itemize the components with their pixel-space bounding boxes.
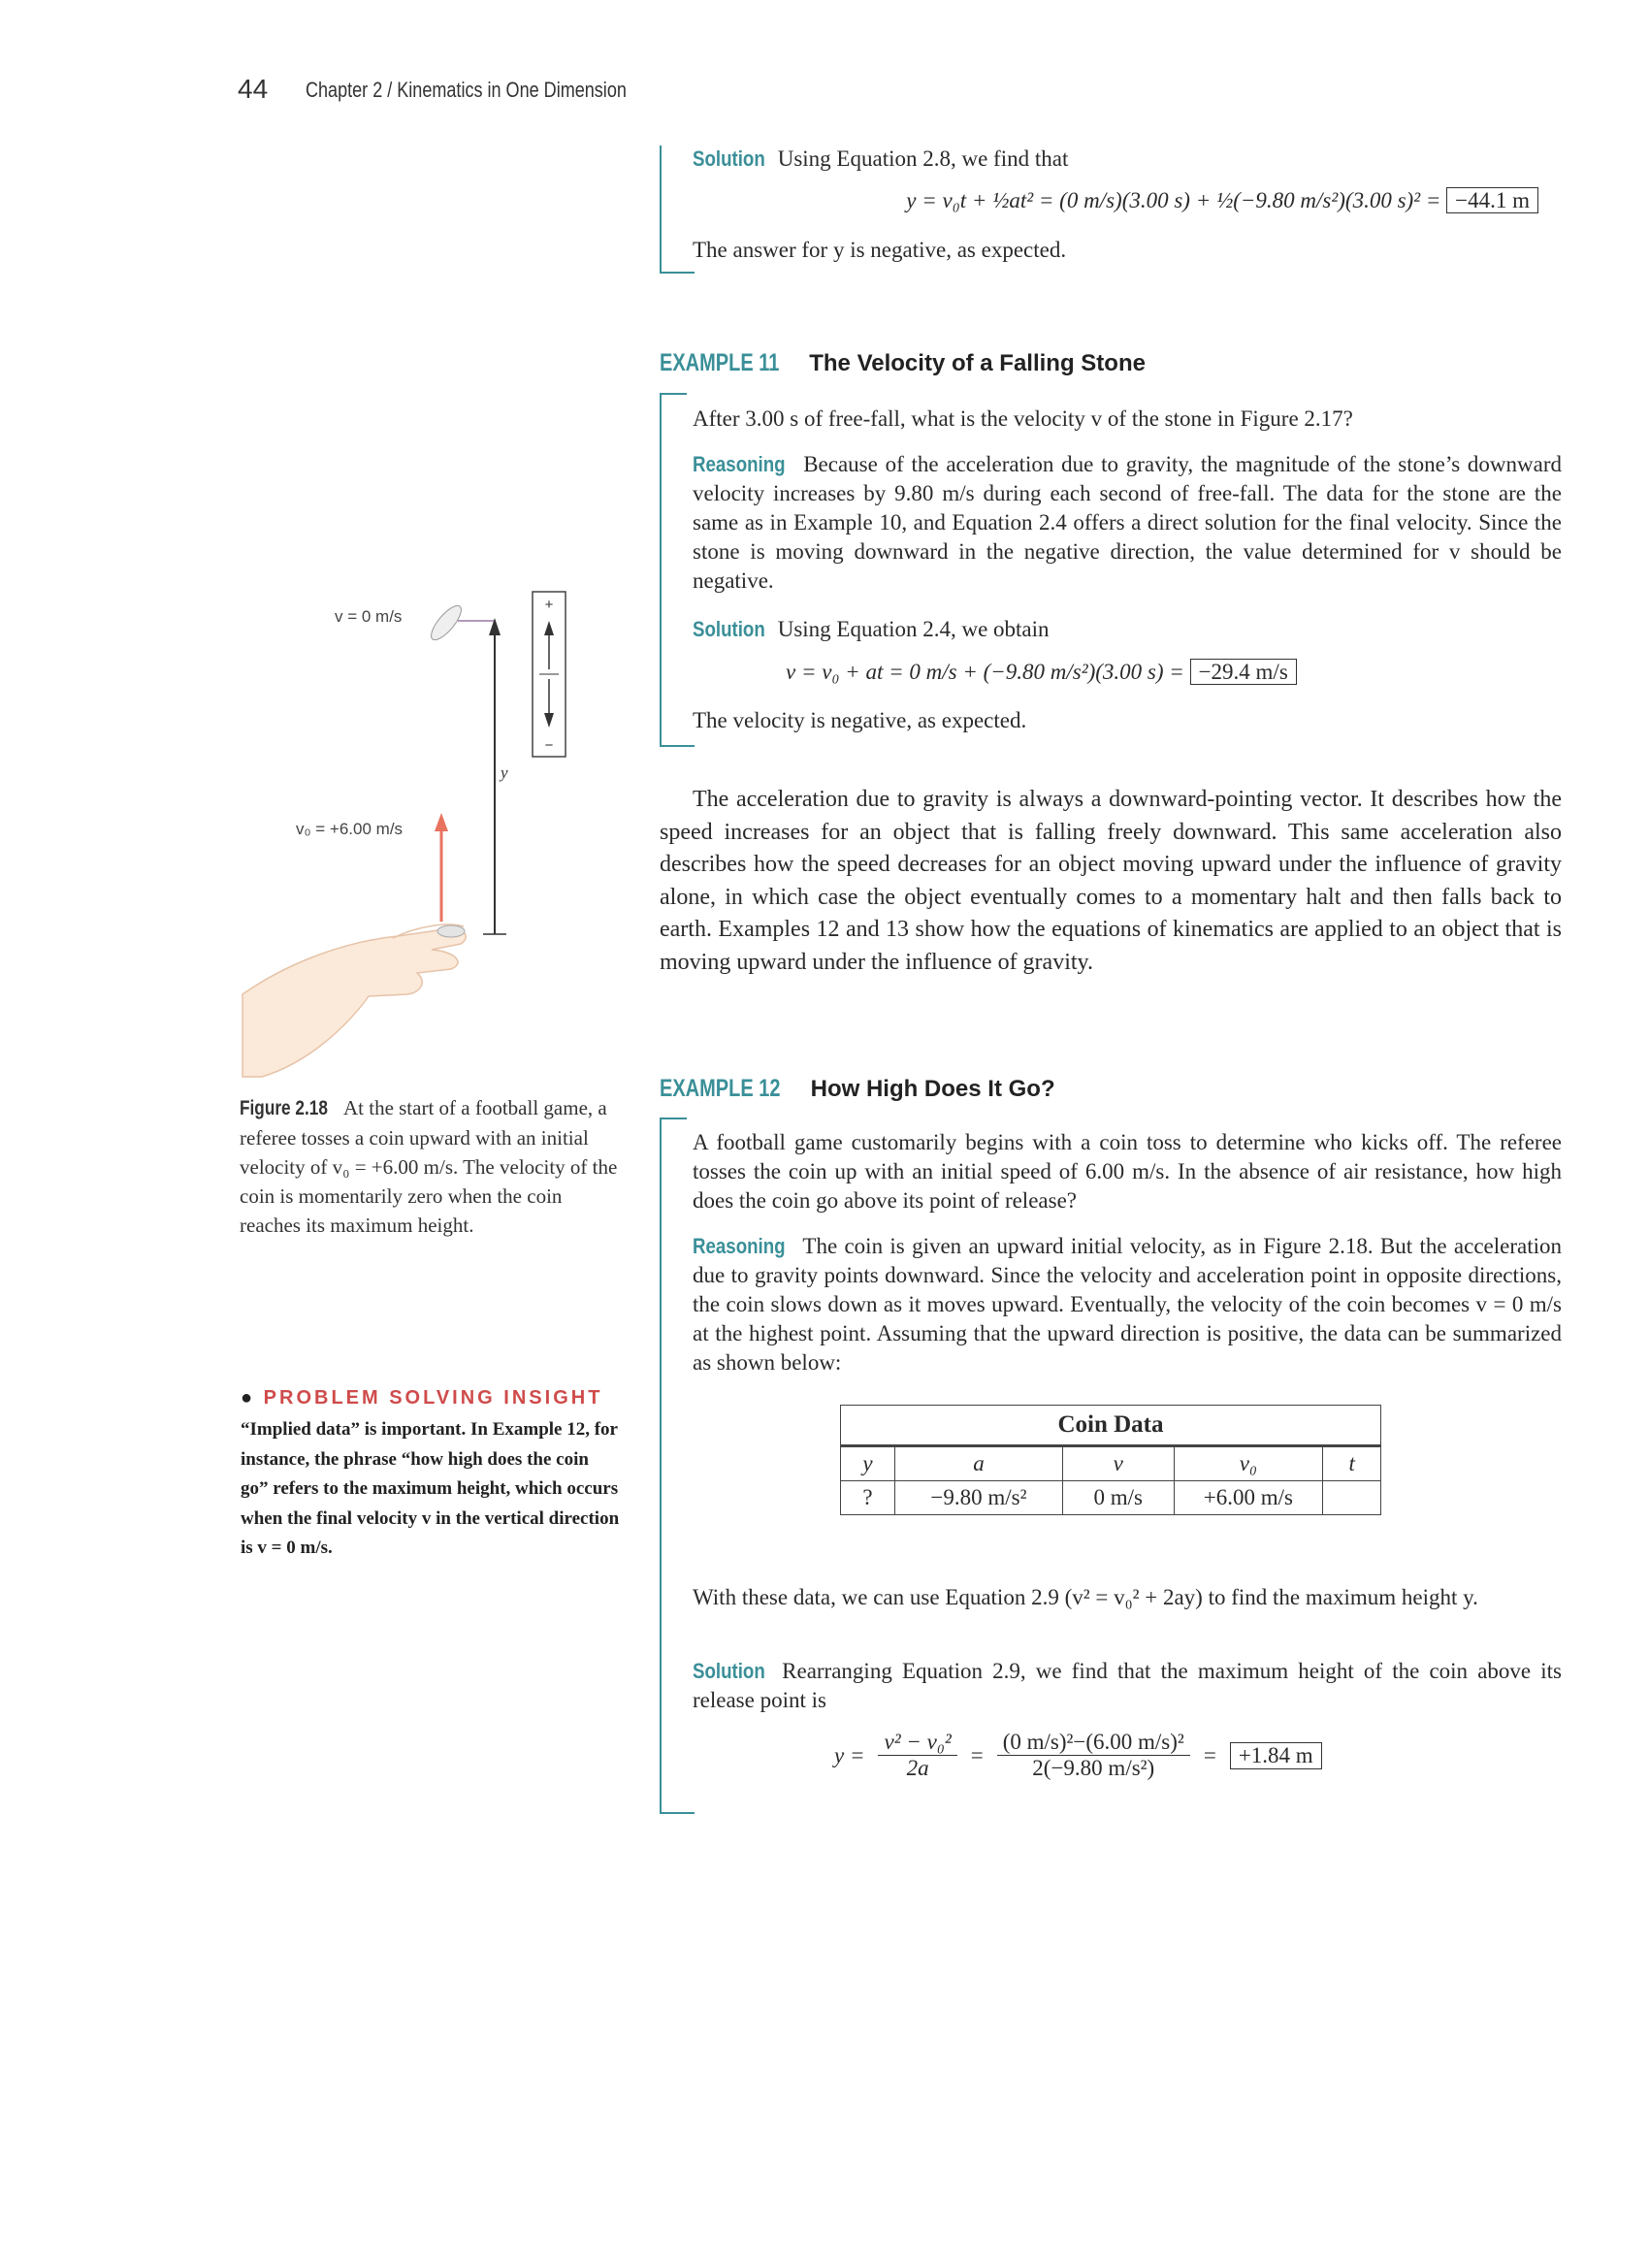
example10-solution-bracket: [660, 146, 662, 274]
example11-solution: Solution Using Equation 2.4, we obtain: [693, 615, 1562, 644]
solution-label: Solution: [693, 617, 765, 641]
reasoning-label: Reasoning: [693, 1234, 786, 1258]
insight-heading: ● PROBLEM SOLVING INSIGHT: [241, 1387, 603, 1409]
example12-bracket: [660, 1118, 662, 1814]
value-a: −9.80 m/s²: [894, 1481, 1062, 1515]
solution-intro: Using Equation 2.8, we find that: [777, 146, 1069, 171]
solution-label: Solution: [693, 1659, 765, 1683]
header-a: a: [894, 1446, 1062, 1481]
example12-equation: y = $\frac{\text{v² − v₀²}}{2a}$ = $\frac{\text{(0 m/s)²−(6.00 m/s)²}}{\text{2(−9.80 m/s²)}}$ = +1.84 m: [834, 1730, 1322, 1781]
table-row: [841, 1481, 1381, 1515]
example12-question: A football game customarily begins with a coin toss to determine who kicks off. The referee tosses the coin up with an initial speed of 6.00 m/s. In the absence of air resistance, how high does the coin go above its point of release?: [693, 1130, 1562, 1213]
example10-solution: [693, 145, 1566, 174]
example12-solution: Solution Rearranging Equation 2.9, we find that the maximum height of the coin above its release point is: [693, 1659, 1563, 1712]
value-v0: +6.00 m/s: [1174, 1481, 1323, 1515]
example-number: EXAMPLE 11: [660, 349, 780, 376]
figure-illustration: [233, 577, 601, 1082]
answer-box: +1.84 m: [1230, 1742, 1322, 1769]
coin-data-table: [840, 1405, 1381, 1515]
example11-reasoning: Reasoning Because of the acceleration due to gravity, the magnitude of the stone’s downward velocity increases by 9.80 m/s during each second of free-fall. The data for the stone are the same as in Example 10, and Equation 2.4 offers a direct solution for the final velocity. Since the stone is moving downward in the negative direction, the value determined for v should be negative.: [693, 452, 1563, 593]
problem-solving-insight: [241, 1387, 621, 1564]
example12-heading: [660, 1075, 1055, 1103]
hand-drawing: [242, 928, 466, 1077]
figure-caption: Figure 2.18 At the start of a football game, a referee tosses a coin upward with an initial velocity of v₀ = +6.00 m/s. The velocity of the coin is momentarily zero when the coin reaches its maximum height.: [240, 1096, 618, 1237]
example11-equation: v = v₀ + at = 0 m/s + (−9.80 m/s²)(3.00 s) = −29.4 m/s: [786, 660, 1297, 685]
minus-sign: −: [544, 737, 554, 754]
y-label: y: [501, 763, 508, 782]
header-t: t: [1323, 1446, 1381, 1481]
example-title: How High Does It Go?: [810, 1076, 1055, 1102]
example11-bracket: [660, 393, 662, 747]
value-y: ?: [841, 1481, 895, 1515]
reasoning-label: Reasoning: [693, 452, 786, 476]
example12-reasoning: Reasoning The coin is given an upward initial velocity, as in Figure 2.18. But the acceleration due to gravity points downward. Since the velocity and acceleration point in opposite directions, the coin slows down as it moves upward. Eventually, the velocity of the coin becomes v = 0 m/s at the highest point. Assuming that the upward direction is positive, the data can be summarized as shown below:: [693, 1234, 1562, 1375]
value-t: [1323, 1481, 1381, 1515]
example-title: The Velocity of a Falling Stone: [809, 350, 1146, 376]
example10-equation: y = v₀t + ½at² = (0 m/s)(3.00 s) + ½(−9.80 m/s²)(3.00 s)² = −44.1 m: [733, 188, 1538, 213]
example12-after-table: With these data, we can use Equation 2.9 (v² = v₀² + 2ay) to find the maximum height y.: [693, 1585, 1478, 1609]
figure-label: Figure 2.18: [240, 1097, 328, 1119]
running-title: Chapter 2 / Kinematics in One Dimension: [306, 78, 627, 102]
fraction1-numerator: v² − v₀²: [878, 1730, 956, 1756]
fraction2-denominator: 2(−9.80 m/s²): [1032, 1756, 1155, 1780]
solution-label: Solution: [693, 146, 765, 171]
fraction1-denominator: 2a: [906, 1756, 929, 1780]
value-v: 0 m/s: [1062, 1481, 1174, 1515]
label-top-velocity: v = 0 m/s: [335, 607, 403, 626]
coin-top: [427, 601, 467, 644]
answer-box: −29.4 m/s: [1190, 659, 1297, 685]
insight-text: “Implied data” is important. In Example 12, for instance, the phrase “how high does the coin go” refers to the maximum height, which occurs when the final velocity v in the vertical direction is v = 0 m/s.: [241, 1419, 620, 1558]
example11-question: After 3.00 s of free-fall, what is the velocity v of the stone in Figure 2.17?: [693, 406, 1353, 431]
example11-conclusion: The velocity is negative, as expected.: [693, 708, 1027, 732]
label-initial-velocity: v₀ = +6.00 m/s: [296, 820, 404, 838]
answer-box: −44.1 m: [1446, 187, 1538, 213]
body-paragraph: The acceleration due to gravity is always a downward-pointing vector. It describes how the speed increases for an object that is falling freely downward. This same acceleration also describes how the speed decreases for an object moving upward under the influence of gravity alone, in which case the object eventually comes to a momentary halt and then falls back to earth. Examples 12 and 13 show how the equations of kinematics are applied to an object that is moving upward under the influence of gravity.: [660, 787, 1562, 975]
header-v0: v₀: [1174, 1446, 1323, 1481]
header-v: v: [1062, 1446, 1174, 1481]
coin-bottom: [437, 925, 465, 937]
header-y: y: [841, 1446, 895, 1481]
table-header-row: [841, 1446, 1381, 1481]
equation-lhs: y =: [834, 1742, 865, 1767]
example-number: EXAMPLE 12: [660, 1075, 781, 1102]
table-title: Coin Data: [841, 1406, 1381, 1446]
example10-conclusion: The answer for y is negative, as expected.: [693, 238, 1067, 262]
page-number: 44: [238, 74, 269, 104]
fraction2-numerator: (0 m/s)²−(6.00 m/s)²: [997, 1730, 1190, 1756]
plus-sign: +: [544, 597, 554, 613]
example11-heading: [660, 349, 1146, 377]
